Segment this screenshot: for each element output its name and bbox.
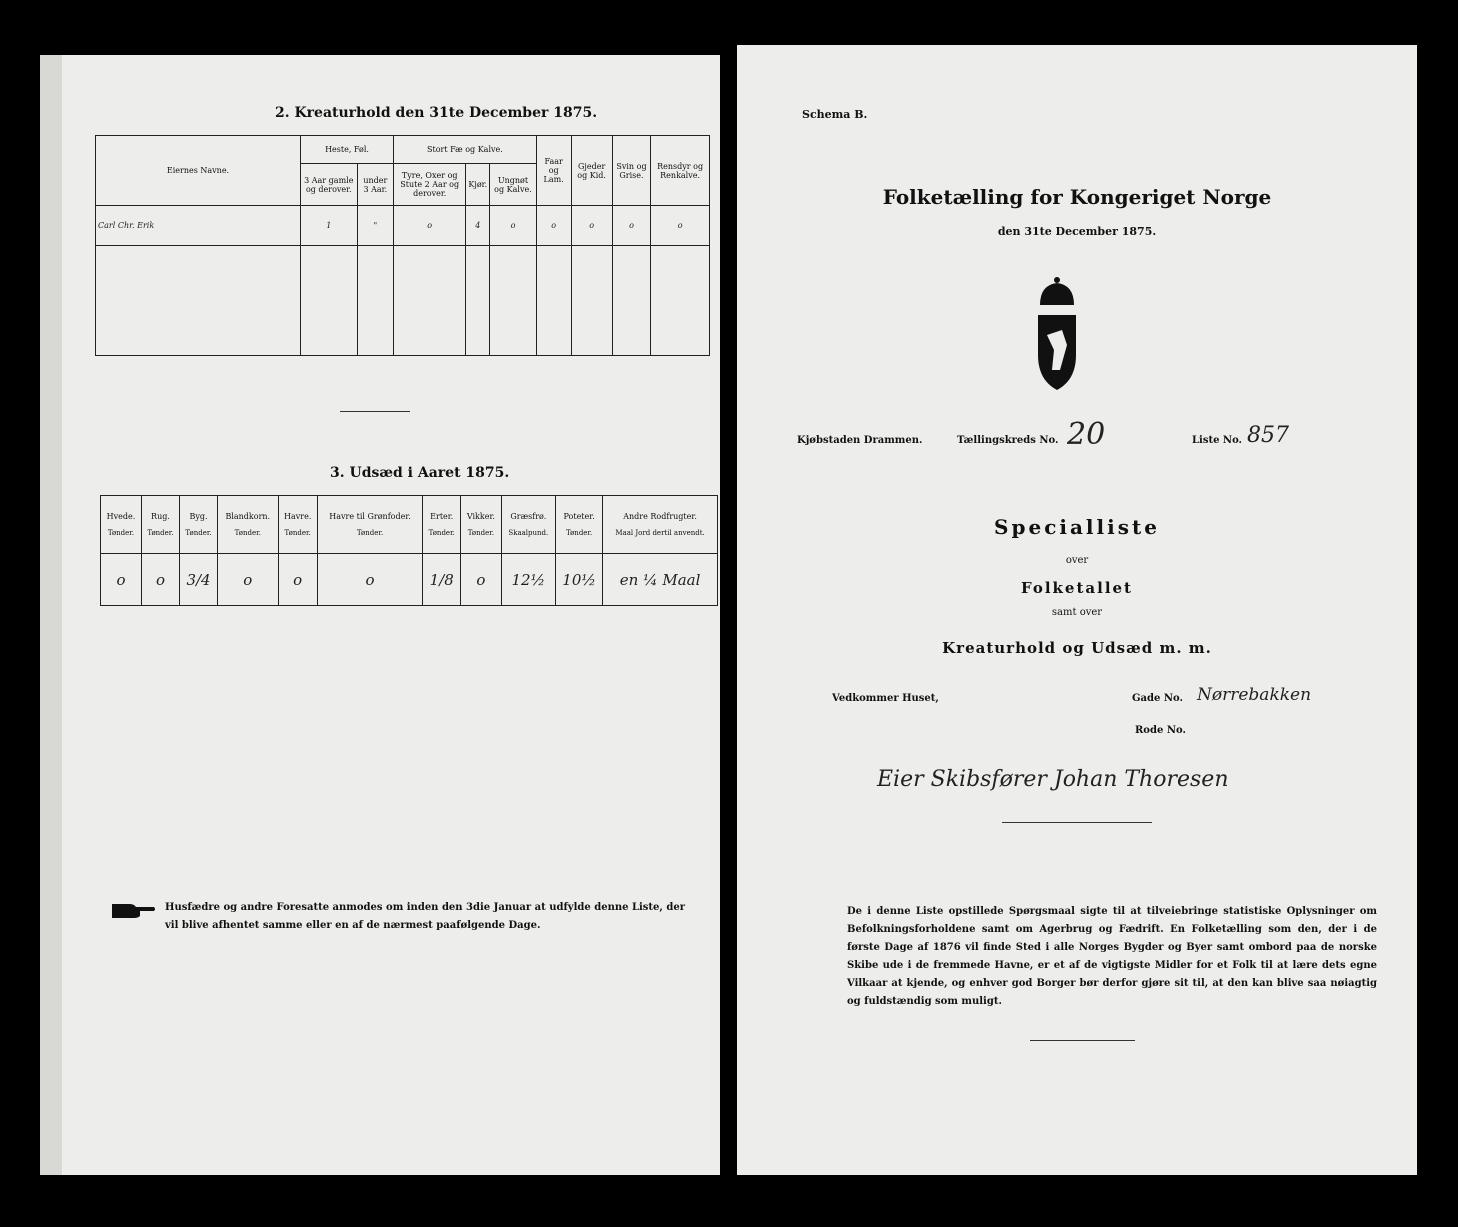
street-label: Gade No. — [1132, 693, 1183, 704]
seed-crop-name: Hvede. — [106, 512, 136, 521]
main-title: Folketælling for Kongeriget Norge — [882, 185, 1272, 209]
seed-value-cell: o — [278, 554, 317, 606]
seed-value-cell: 12½ — [501, 554, 556, 606]
seed-crop-name: Poteter. — [563, 512, 595, 521]
col-owner: Eiernes Navne. — [96, 136, 301, 206]
empty-cell — [571, 246, 612, 356]
seed-unit: Tønder. — [565, 529, 593, 537]
seed-unit: Tønder. — [107, 529, 135, 537]
seed-value-cell: en ¼ Maal — [603, 554, 718, 606]
list-value: 857 — [1247, 423, 1289, 448]
seed-unit: Tønder. — [147, 529, 174, 537]
pointing-hand-icon — [112, 901, 156, 919]
seed-value-cell: o — [141, 554, 179, 606]
col-goats: Gjeder og Kid. — [571, 136, 612, 206]
seed-header-cell — [278, 496, 317, 554]
horses-old-value: 1 — [301, 206, 358, 246]
left-page-edge — [40, 55, 62, 1175]
seed-header-cell — [603, 496, 718, 554]
young-cattle-value: o — [490, 206, 537, 246]
seed-crop-name: Havre. — [284, 512, 312, 521]
horses-young-value: " — [357, 206, 393, 246]
seed-crop-name: Andre Rodfrugter. — [623, 512, 697, 521]
seed-crop-name: Græsfrø. — [510, 512, 547, 521]
census-date: den 31te December 1875. — [997, 225, 1157, 238]
bottom-rule — [1030, 1040, 1135, 1041]
sheep-value: o — [536, 206, 571, 246]
section2-title: 2. Kreaturhold den 31te December 1875. — [275, 105, 598, 121]
seed-unit: Skaalpund. — [508, 529, 549, 537]
kreaturhold-heading: Kreaturhold og Udsæd m. m. — [942, 639, 1212, 657]
seed-header-cell — [141, 496, 179, 554]
seed-value-cell: 1/8 — [423, 554, 461, 606]
col-young-cattle: Ungnøt og Kalve. — [490, 164, 537, 206]
col-pigs: Svin og Grise. — [612, 136, 650, 206]
separator-rule — [340, 411, 410, 412]
list-label: Liste No. — [1192, 435, 1243, 446]
seed-crop-name: Vikker. — [466, 512, 495, 521]
seed-header-cell — [180, 496, 218, 554]
specialliste-heading: Specialliste — [994, 515, 1160, 539]
seed-value-cell: 3/4 — [180, 554, 218, 606]
seed-unit: Tønder. — [234, 529, 261, 537]
right-page — [737, 45, 1417, 1175]
pigs-value: o — [612, 206, 650, 246]
seed-unit: Tønder. — [356, 529, 384, 537]
town-label: Kjøbstaden Drammen. — [797, 435, 923, 446]
seed-crop-name: Byg. — [189, 512, 208, 521]
signature-rule — [1002, 822, 1152, 823]
seed-crop-name: Rug. — [151, 512, 170, 521]
seed-unit: Tønder. — [284, 529, 311, 537]
col-cows: Kjør. — [466, 164, 490, 206]
schema-label: Schema B. — [802, 108, 868, 121]
house-label: Vedkommer Huset, — [832, 693, 939, 704]
col-horses: Heste, Føl. — [301, 136, 394, 164]
empty-cell — [301, 246, 358, 356]
seed-value-cell: o — [461, 554, 501, 606]
livestock-table — [95, 135, 710, 356]
col-bulls: Tyre, Oxer og Stute 2 Aar og derover. — [394, 164, 466, 206]
seed-value-cell: o — [101, 554, 142, 606]
empty-cell — [612, 246, 650, 356]
district-label: Tællingskreds No. — [957, 435, 1059, 446]
seed-header-cell — [218, 496, 278, 554]
notice-text: Husfædre og andre Foresatte anmodes om inden den 3die Januar at udfylde denne Liste, der vil blive afhentet samme eller en af de nærmest paafølgende Dage. — [165, 902, 685, 931]
seed-header-cell — [423, 496, 461, 554]
cows-value: 4 — [466, 206, 490, 246]
samt-over-text: samt over — [1051, 607, 1103, 618]
empty-cell — [490, 246, 537, 356]
seed-value-cell: o — [218, 554, 278, 606]
seed-value-cell: o — [317, 554, 422, 606]
folketallet-heading: Folketallet — [1021, 579, 1133, 597]
rode-label: Rode No. — [1135, 725, 1186, 736]
col-sheep: Faar og Lam. — [536, 136, 571, 206]
owner-line: Eier Skibsfører Johan Thoresen — [877, 767, 1229, 792]
seed-table — [100, 495, 718, 606]
seed-header-cell — [317, 496, 422, 554]
seed-header-cell — [501, 496, 556, 554]
col-horses-old: 3 Aar gamle og derover. — [301, 164, 358, 206]
seed-unit: Tønder. — [185, 529, 212, 537]
reindeer-value: o — [651, 206, 710, 246]
seed-header-cell — [101, 496, 142, 554]
explanatory-paragraph: De i denne Liste opstillede Spørgsmaal sigte til at tilveiebringe statistiske Oplysninger om Befolkningsforholdene samt om Agerbrug og Fædrift. En Folketælling som den, der i de første Dage af 1876 vil finde Sted i alle Norges Bygder og Byer samt ombord paa de norske Skibe ude i de fremmede Havne, er et af de vigtigste Midler for et Folk til at lære dets egne Vilkaar at kjende, og enhver god Borger bør derfor gjøre sit til, at den kan blive saa nøiagtig og fuldstændig som muligt. — [847, 906, 1377, 1007]
owner-name: Carl Chr. Erik — [96, 206, 301, 246]
seed-unit: Tønder. — [428, 529, 455, 537]
seed-value-cell: 10½ — [556, 554, 603, 606]
seed-crop-name: Havre til Grønfoder. — [329, 512, 411, 521]
over-text: over — [1065, 555, 1089, 566]
bulls-value: o — [394, 206, 466, 246]
district-value: 20 — [1067, 417, 1106, 452]
empty-cell — [96, 246, 301, 356]
seed-crop-name: Blandkorn. — [225, 512, 271, 521]
empty-cell — [536, 246, 571, 356]
empty-cell — [651, 246, 710, 356]
empty-cell — [394, 246, 466, 356]
street-value: Nørrebakken — [1197, 685, 1312, 705]
empty-cell — [357, 246, 393, 356]
goats-value: o — [571, 206, 612, 246]
seed-unit: Tønder. — [467, 529, 495, 537]
seed-unit: Maal Jord dertil anvendt. — [615, 529, 705, 537]
col-cattle: Stort Fæ og Kalve. — [394, 136, 537, 164]
left-page — [40, 55, 720, 1175]
seed-header-cell — [461, 496, 501, 554]
norway-coat-of-arms-icon — [1032, 275, 1082, 395]
col-horses-young: under 3 Aar. — [357, 164, 393, 206]
seed-crop-name: Erter. — [430, 512, 454, 521]
section3-title: 3. Udsæd i Aaret 1875. — [330, 465, 510, 481]
empty-cell — [466, 246, 490, 356]
col-reindeer: Rensdyr og Renkalve. — [651, 136, 710, 206]
seed-header-cell — [556, 496, 603, 554]
